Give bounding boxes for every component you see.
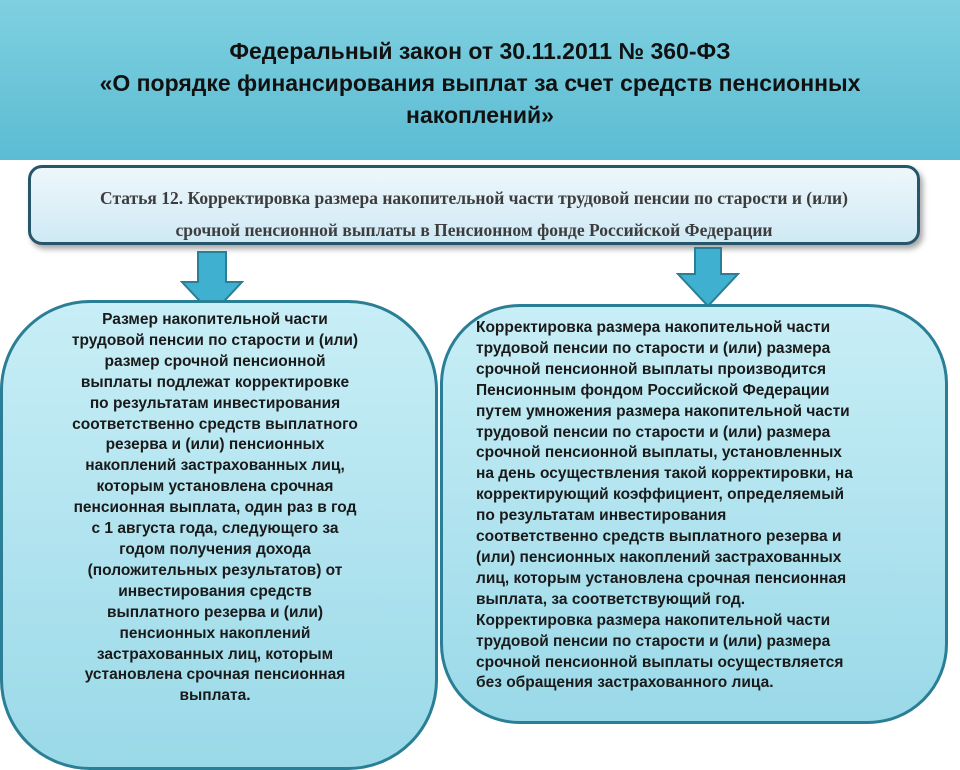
left-text-line: выплата.: [179, 687, 251, 705]
article-heading-line-2: срочной пенсионной выплаты в Пенсионном фонде Российской Федерации: [175, 220, 773, 240]
right-text-line: срочной пенсионной выплаты осуществляется: [476, 653, 844, 671]
law-title-line-3: накоплений»: [406, 102, 554, 128]
right-text-line: Корректировка размера накопительной части: [476, 611, 831, 629]
left-text-line: Размер накопительной части: [102, 311, 328, 328]
right-text-line: трудовой пенсии по старости и (или) размера: [476, 423, 831, 441]
article-heading-line-1: Статья 12. Корректировка размера накопительной части трудовой пенсии по старости и (или): [100, 188, 848, 208]
left-text-line: выплатного резерва и (или): [106, 603, 324, 621]
right-text-line: Пенсионным фондом Российской Федерации: [476, 381, 830, 399]
right-text-line: срочной пенсионной выплаты, установленных: [476, 444, 842, 462]
left-text-line: пенсионная выплата, один раз в год: [73, 499, 357, 517]
right-text-line: лиц, которым установлена срочная пенсионная: [476, 569, 847, 587]
left-text-line: годом получения дохода: [119, 540, 311, 558]
right-text-line: по результатам инвестирования: [476, 507, 727, 525]
right-text-line: соответственно средств выплатного резерва и: [476, 528, 842, 546]
left-text-line: выплаты подлежат корректировке: [80, 373, 350, 391]
left-text-line: трудовой пенсии по старости и (или): [71, 331, 359, 349]
left-text-line: с 1 августа года, следующего за: [91, 520, 339, 538]
law-title-line-2: «О порядке финансирования выплат за счет средств пенсионных: [99, 70, 861, 96]
left-text-line: резерва и (или) пенсионных: [105, 436, 325, 454]
right-text-line: без обращения застрахованного лица.: [476, 674, 774, 692]
right-text-line: (или) пенсионных накоплений застрахованных: [476, 548, 842, 566]
left-text-line: установлена срочная пенсионная: [84, 666, 346, 684]
left-text-line: соответственно средств выплатного: [72, 415, 358, 433]
down-arrow-right-icon: [674, 246, 742, 310]
left-text-line: размер срочной пенсионной: [104, 352, 326, 370]
left-text-line: инвестирования средств: [118, 582, 312, 600]
left-rule-text: [40, 310, 390, 707]
right-text-line: на день осуществления такой корректировки, на: [476, 465, 853, 483]
right-rule-text: [476, 318, 938, 694]
left-text-line: по результатам инвестирования: [89, 394, 341, 412]
right-text-line: Корректировка размера накопительной части: [476, 319, 831, 336]
right-text-line: трудовой пенсии по старости и (или) размера: [476, 339, 831, 357]
left-text-line: застрахованных лиц, которым: [96, 645, 334, 663]
left-text-line: накоплений застрахованных лиц,: [85, 457, 345, 475]
left-text-line: которым установлена срочная: [96, 478, 334, 496]
title-banner: [0, 0, 960, 160]
right-text-line: путем умножения размера накопительной части: [476, 402, 850, 420]
article-heading-box: [28, 165, 920, 245]
left-text-line: пенсионных накоплений: [119, 624, 311, 642]
right-text-line: трудовой пенсии по старости и (или) размера: [476, 632, 831, 650]
law-title-line-1: Федеральный закон от 30.11.2011 № 360-ФЗ: [229, 38, 731, 64]
right-text-line: выплата, за соответствующий год.: [476, 590, 746, 608]
left-text-line: (положительных результатов) от: [87, 561, 343, 579]
right-text-line: срочной пенсионной выплаты производится: [476, 360, 827, 378]
right-text-line: корректирующий коэффициент, определяемый: [476, 486, 845, 504]
